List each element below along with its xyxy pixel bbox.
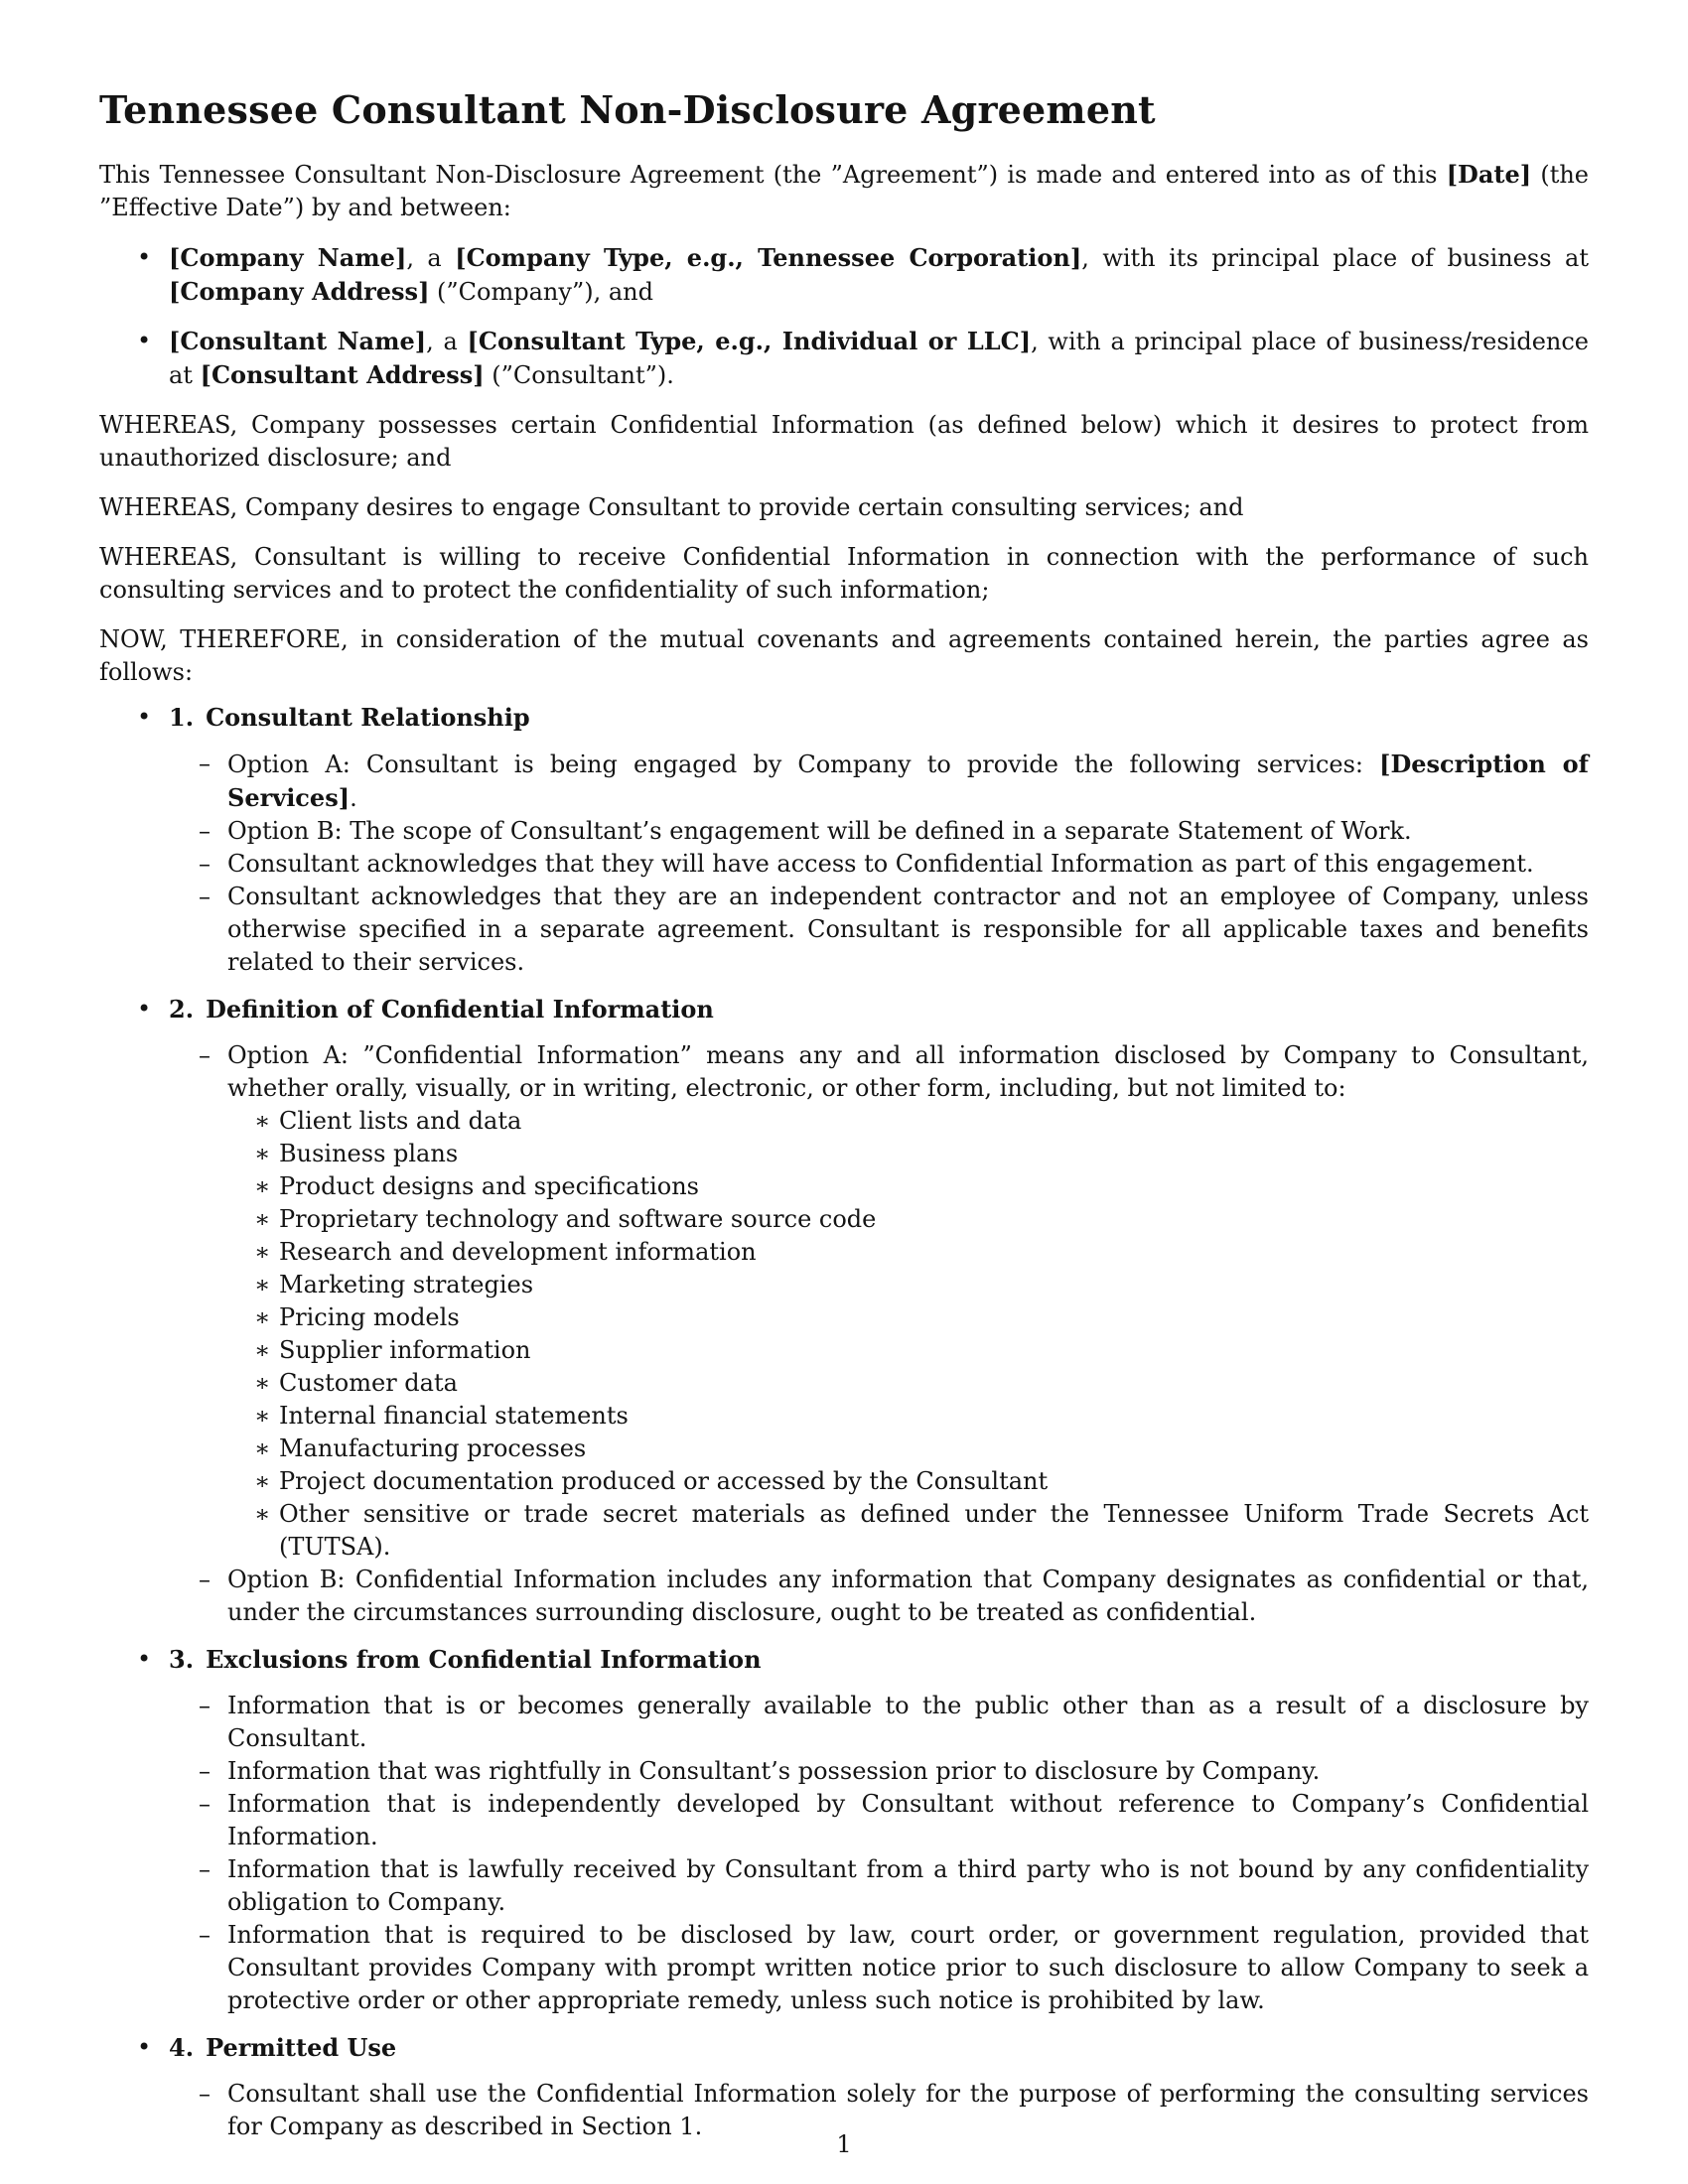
document-page — [99, 87, 1589, 2157]
party-company: • [Company Name], a [Company Type, e.g., Tennessee Corporation], with its principal place of business at [Company Address] (”Company”), and — [99, 241, 1589, 309]
list-item: – Information that is lawfully received by Consultant from a third party who is not bound by any confidentiality obligation to Company. — [169, 1853, 1589, 1919]
list-item: – Information that is or becomes generally available to the public other than as a result of a disclosure by Consultant. — [169, 1690, 1589, 1755]
list-item: ∗ Customer data — [227, 1367, 1589, 1400]
list-item: – Information that is required to be disclosed by law, court order, or government regulation, provided that Consultant provides Company with prompt written notice prior to such disclosure to allow Company to seek a protective order or other appropriate remedy, unless such notice is prohibited by law. — [169, 1919, 1589, 2017]
list-item: – Consultant shall use the Confidential Information solely for the purpose of performing the consulting services for Company as described in Section 1. — [169, 2078, 1589, 2143]
intro-paragraph: This Tennessee Consultant Non-Disclosure Agreement (the ”Agreement”) is made and entered into as of this [Date] (the ”Effective Date”) by and between: — [99, 160, 1590, 221]
list-item: – Option A: Consultant is being engaged by Company to provide the following services: [Description of Services]. — [169, 748, 1589, 815]
list-item: ∗ Marketing strategies — [227, 1269, 1589, 1301]
list-item: ∗ Business plans — [227, 1138, 1589, 1170]
list-item: ∗ Client lists and data — [227, 1105, 1589, 1138]
section-3-items — [169, 1690, 1589, 2017]
list-item: – Consultant acknowledges that they are an independent contractor and not an employee of Company, unless otherwise specified in a separate agreement. Consultant is responsible for all applicable taxes and benefits related to their services. — [169, 881, 1589, 979]
list-item: – Option B: The scope of Consultant’s engagement will be defined in a separate Statement of Work. — [169, 815, 1589, 848]
list-item: ∗ Supplier information — [227, 1334, 1589, 1367]
recital-2: WHEREAS, Company desires to engage Consultant to provide certain consulting services; and — [99, 493, 1244, 521]
section-2 — [99, 993, 1589, 1629]
section-2-items — [169, 1039, 1589, 1629]
list-item: ∗ Project documentation produced or accessed by the Consultant — [227, 1465, 1589, 1498]
section-heading: • 4. Permitted Use — [169, 2033, 397, 2062]
list-item: ∗ Internal financial statements — [227, 1400, 1589, 1433]
recital-3: WHEREAS, Consultant is willing to receive Confidential Information in connection with the performance of such consulting services and to protect the confidentiality of such information; — [99, 543, 1589, 604]
section-heading: • 3. Exclusions from Confidential Information — [169, 1645, 762, 1674]
date-placeholder: [Date] — [1446, 160, 1532, 189]
section-1-items — [169, 748, 1589, 979]
list-item: ∗ Proprietary technology and software source code — [227, 1203, 1589, 1236]
confidential-info-examples — [227, 1105, 1589, 1564]
list-item: ∗ Product designs and specifications — [227, 1170, 1589, 1203]
section-1 — [99, 701, 1589, 979]
party-consultant: • [Consultant Name], a [Consultant Type, e.g., Individual or LLC], with a principal place of business/residence at [Consultant Address] (”Consultant”). — [99, 325, 1589, 392]
section-heading: • 2. Definition of Confidential Information — [169, 995, 714, 1024]
list-item: – Option B: Confidential Information includes any information that Company designates as confidential or that, under the circumstances surrounding disclosure, ought to be treated as confidential. — [169, 1564, 1589, 1629]
page-number: 1 — [836, 2130, 852, 2158]
list-item: ∗ Manufacturing processes — [227, 1433, 1589, 1465]
section-4 — [99, 2031, 1589, 2143]
document-title: Tennessee Consultant Non-Disclosure Agreement — [99, 87, 1156, 132]
list-item: – Consultant acknowledges that they will have access to Confidential Information as part of this engagement. — [169, 848, 1589, 881]
recital-1: WHEREAS, Company possesses certain Confidential Information (as defined below) which it desires to protect from unauthorized disclosure; and — [99, 411, 1589, 472]
list-item: ∗ Other sensitive or trade secret materials as defined under the Tennessee Uniform Trade Secrets Act (TUTSA). — [227, 1498, 1589, 1564]
parties-list — [99, 241, 1589, 392]
list-item: – Information that is independently developed by Consultant without reference to Company’s Confidential Information. — [169, 1788, 1589, 1853]
section-heading: • 1. Consultant Relationship — [169, 703, 530, 732]
section-3 — [99, 1643, 1589, 2017]
list-item: – Option A: ”Confidential Information” means any and all information disclosed by Company to Consultant, whether orally, visually, or in writing, electronic, or other form, including, but not limited to: ∗ Client lists and data ∗ Business plans ∗ Product designs and specifications ∗ Proprietary technology and software source code ∗ Research and development information ∗ Marketing strategies ∗ Pricing models ∗ Supplier information ∗ Customer data ∗ Internal financial statements ∗ Manufacturing processes ∗ Project documentation produced or accessed by the Consultant ∗ Other sensitive or trade secret materials as defined under the Tennessee Uniform Trade Secrets Act (TUTSA). — [169, 1039, 1589, 1564]
list-item: – Information that was rightfully in Consultant’s possession prior to disclosure by Company. — [169, 1755, 1589, 1788]
list-item: ∗ Research and development information — [227, 1236, 1589, 1269]
list-item: ∗ Pricing models — [227, 1301, 1589, 1334]
recital-now-therefore: NOW, THEREFORE, in consideration of the mutual covenants and agreements contained herein, the parties agree as follows: — [99, 625, 1589, 686]
